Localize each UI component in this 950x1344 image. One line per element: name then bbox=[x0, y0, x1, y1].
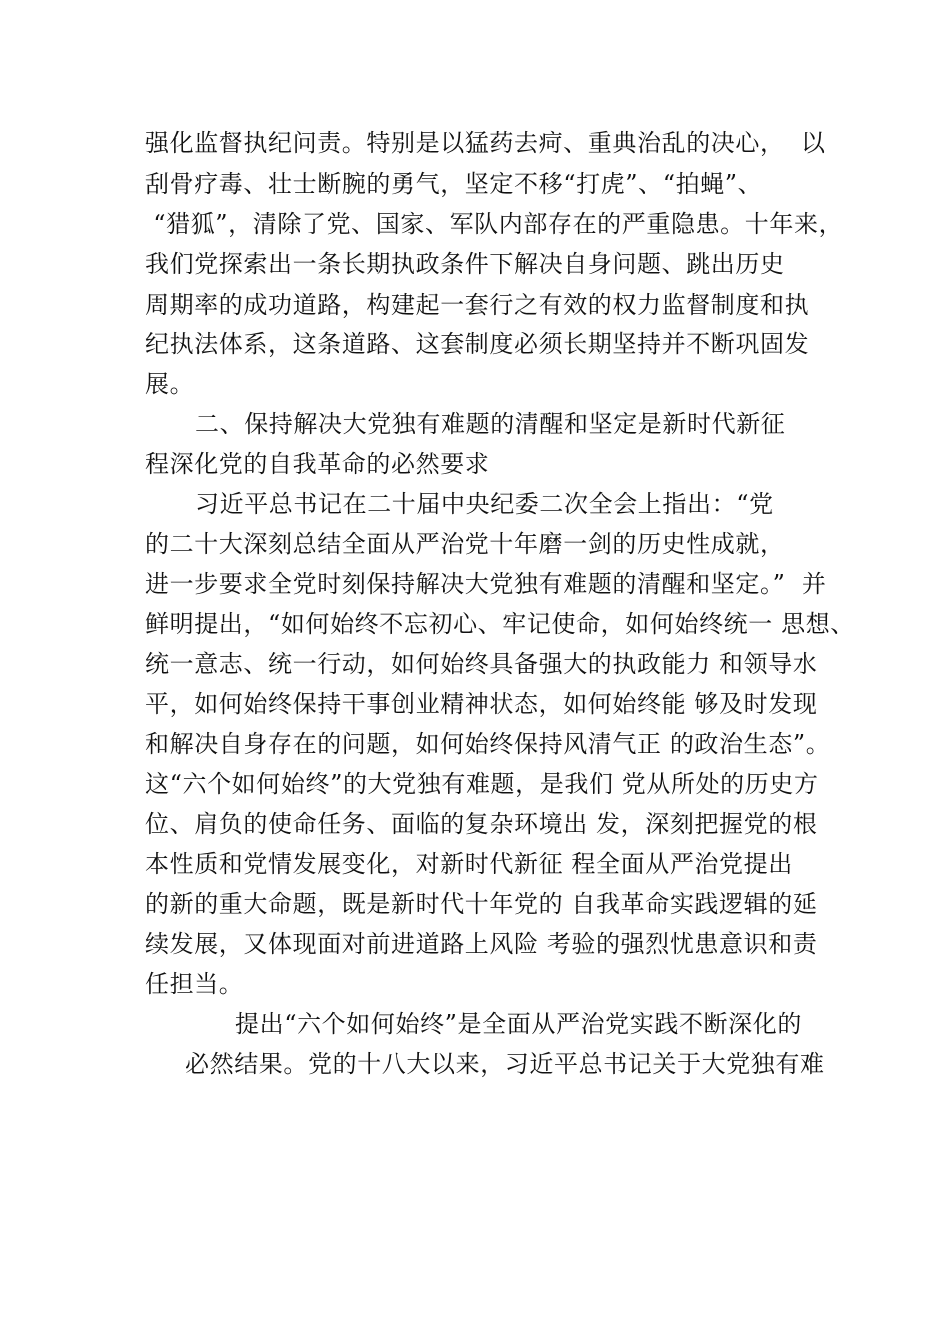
section-heading-line: 程深化党的自我革命的必然要求 bbox=[145, 450, 490, 478]
text-line: 本性质和党情发展变化，对新时代新征 程全面从严治党提出 bbox=[145, 850, 793, 878]
text-line: 我们党探索出一条长期执政条件下解决自身问题、跳出历史 bbox=[145, 250, 785, 278]
text-line: 进一步要求全党时刻保持解决大党独有难题的清醒和坚定。” 并 bbox=[145, 570, 827, 598]
text-line: 统一意志、统一行动，如何始终具备强大的执政能力 和领导水 bbox=[145, 650, 818, 678]
text-line: 任担当。 bbox=[145, 970, 244, 998]
text-line: 刮骨疗毒、壮士断腕的勇气，坚定不移“打虎”、“拍蝇”、 bbox=[145, 170, 763, 198]
text-line: 周期率的成功道路，构建起一套行之有效的权力监督制度和执 bbox=[145, 291, 810, 319]
text-line: 平，如何始终保持干事创业精神状态，如何始终能 够及时发现 bbox=[145, 690, 818, 718]
text-line: 和解决自身存在的问题，如何始终保持风清气正 的政治生态”。 bbox=[145, 730, 831, 758]
text-line: 强化监督执纪问责。特别是以猛药去疴、重典治乱的决心， 以 bbox=[145, 129, 826, 157]
text-line: 这“六个如何始终”的大党独有难题，是我们 党从所处的历史方 bbox=[145, 770, 819, 798]
text-line: 的二十大深刻总结全面从严治党十年磨一剑的历史性成就， bbox=[145, 530, 785, 558]
section-heading-line: 二、保持解决大党独有难题的清醒和坚定是新时代新征 bbox=[195, 410, 786, 438]
text-line: 必然结果。党的十八大以来，习近平总书记关于大党独有难 bbox=[185, 1050, 825, 1078]
text-line: 提出“六个如何始终”是全面从严治党实践不断深化的 bbox=[235, 1010, 802, 1038]
text-line: 续发展，又体现面对前进道路上风险 考验的强烈忧患意识和责 bbox=[145, 930, 818, 958]
text-line: 位、肩负的使命任务、面临的复杂环境出 发，深刻把握党的根 bbox=[145, 810, 818, 838]
text-line: 的新的重大命题，既是新时代十年党的 自我革命实践逻辑的延 bbox=[145, 890, 818, 918]
text-line: “猎狐”，清除了党、国家、军队内部存在的严重隐患。十年来， bbox=[145, 210, 844, 238]
text-line: 鲜明提出，“如何始终不忘初心、牢记使命，如何始终统一 思想、 bbox=[145, 610, 855, 638]
text-line: 纪执法体系，这条道路、这套制度必须长期坚持并不断巩固发 bbox=[145, 330, 810, 358]
text-line: 习近平总书记在二十届中央纪委二次全会上指出：“党 bbox=[195, 490, 774, 518]
text-line: 展。 bbox=[145, 370, 195, 398]
